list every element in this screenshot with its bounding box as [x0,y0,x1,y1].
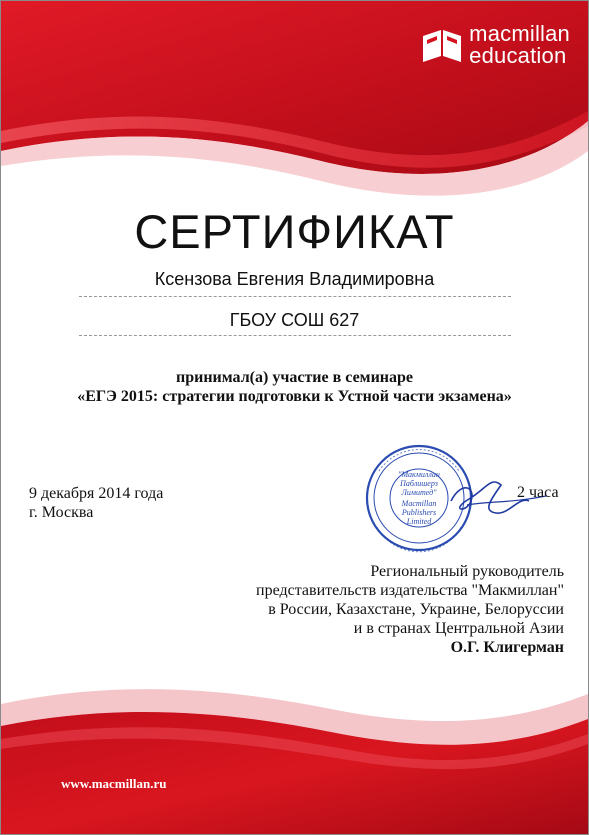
name-divider [79,296,511,297]
date-block [29,484,163,522]
event-date: 9 декабря 2014 года [29,485,164,502]
macmillan-book-icon [421,26,463,64]
participation-text [1,368,588,406]
seminar-hours: 2 часа [517,484,559,501]
certificate-title: СЕРТИФИКАТ [134,205,455,258]
organization-divider [79,335,511,336]
participation-line-1: принимал(а) участие в семинаре [175,369,413,386]
organization-name: ГБОУ СОШ 627 [229,310,360,330]
logo-line-2: education [469,43,567,68]
recipient-name: Ксензова Евгения Владимировна [154,269,435,289]
stamp-line-2: Паблишерз [400,479,438,488]
bottom-red-wave [1,664,588,834]
website-link[interactable]: www.macmillan.ru [61,776,167,791]
signatory-name: О.Г. Клигерман [450,639,564,656]
signatory-block [256,562,564,657]
stamp-line-5: Publishers [401,508,437,517]
signatory-line-1: Региональный руководитель [370,563,564,580]
logo-line-1: macmillan [469,21,570,46]
stamp-line-4: Macmillan [401,499,437,508]
signatory-line-4: и в странах Центральной Азии [353,620,564,637]
macmillan-education-logo[interactable] [421,23,570,67]
stamp-line-3: Лимитед" [401,488,437,497]
signatory-line-2: представительств издательства "Макмиллан" [256,582,564,599]
stamp-line-6: Limited [406,517,432,526]
signatory-line-3: в России, Казахстане, Украине, Белоруссии [268,601,564,618]
seminar-title: «ЕГЭ 2015: стратегии подготовки к Устной части экзамена» [77,388,512,405]
event-city: г. Москва [29,504,94,521]
logo-text [469,23,570,67]
stamp-line-1: "Макмиллан [398,470,440,479]
